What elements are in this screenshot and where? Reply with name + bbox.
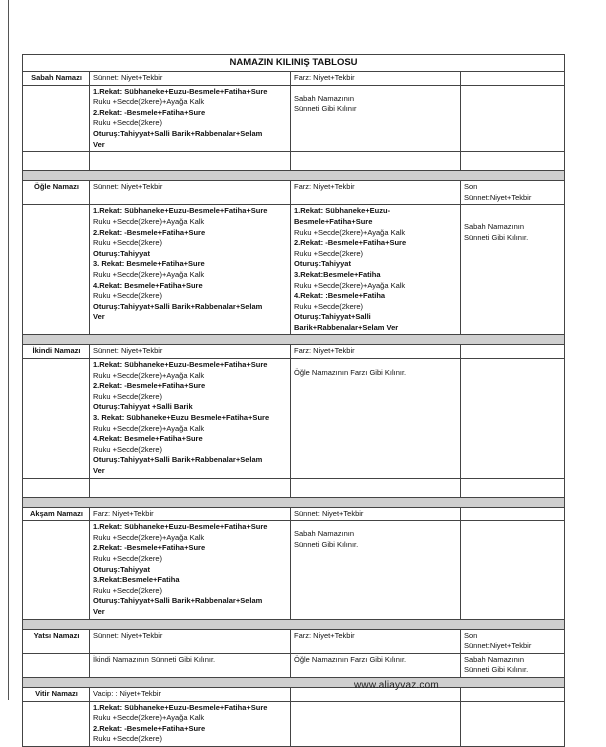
step-line: Ver (93, 139, 105, 149)
ogle-sunnet-steps (90, 205, 291, 335)
step-line: Ver (93, 466, 105, 475)
empty-cell (291, 701, 461, 746)
step-line: Barik+Rabbenalar+Selam Ver (294, 322, 399, 332)
note-line: Öğle Namazının Farzı Gibi Kılınır. (294, 368, 407, 378)
vitir-vacip-header: Vacip: : Niyet+Tekbir (90, 687, 291, 701)
yatsi-son-sunnet-note (461, 653, 565, 677)
step-line: Ruku +Secde(2kere)+Ayağa Kalk (93, 269, 205, 279)
title-row (23, 55, 565, 72)
step-line: 2.Rekat: -Besmele+Fatiha+Sure (294, 238, 407, 248)
table-row (23, 507, 565, 521)
table-row (23, 653, 565, 677)
step-line: Oturuş:Tahiyyat+Salli Barik+Rabbenalar+Selam (93, 596, 263, 606)
table-row (23, 629, 565, 653)
empty-cell (23, 85, 90, 152)
sabah-farz-header: Farz: Niyet+Tekbir (291, 72, 461, 86)
step-line: Ruku +Secde(2kere)+Ayağa Kalk (93, 97, 205, 107)
table-row (23, 701, 565, 746)
prayer-name-aksam: Akşam Namazı (23, 507, 90, 521)
ogle-farz-steps (291, 205, 461, 335)
step-line: Ruku +Secde(2kere) (93, 444, 162, 454)
step-line: Ruku +Secde(2kere)+Ayağa Kalk (93, 423, 205, 433)
sabah-sunnet-header: Sünnet: Niyet+Tekbir (90, 72, 291, 86)
step-line: Ruku +Secde(2kere) (93, 118, 162, 128)
ogle-son-sunnet-header (461, 181, 565, 205)
ogle-farz-header: Farz: Niyet+Tekbir (291, 181, 461, 205)
table-row (23, 521, 565, 619)
ikindi-sunnet-steps (90, 359, 291, 479)
note-line: Sünneti Gibi Kılınır. (294, 539, 359, 549)
empty-cell (461, 687, 565, 701)
sabah-farz-note (291, 85, 461, 152)
separator-row (23, 619, 565, 629)
step-line: 2.Rekat: -Besmele+Fatiha+Sure (93, 543, 206, 553)
step-line: 1.Rekat: Sübhaneke+Euzu- (294, 206, 391, 216)
step-line: Oturuş:Tahiyyat (294, 259, 351, 269)
note-line: Sabah Namazının (464, 654, 525, 664)
step-line: Oturuş:Tahiyyat+Salli Barik+Rabbenalar+Selam (93, 455, 263, 465)
prayer-name-sabah: Sabah Namazı (23, 72, 90, 86)
step-line: Ruku +Secde(2kere) (294, 248, 363, 258)
step-line: 2.Rekat: -Besmele+Fatiha+Sure (93, 227, 206, 237)
step-line: Ruku +Secde(2kere)+Ayağa Kalk (93, 713, 205, 723)
step-line: 4.Rekat: Besmele+Fatiha+Sure (93, 280, 203, 290)
note-line: Sabah Namazının (464, 222, 525, 232)
vitir-vacip-steps (90, 701, 291, 746)
table-row (23, 345, 565, 359)
step-line: Besmele+Fatiha+Sure (294, 216, 373, 226)
empty-cell (461, 72, 565, 86)
table-row (23, 181, 565, 205)
step-line: Ruku +Secde(2kere) (294, 301, 363, 311)
table-row (23, 205, 565, 335)
aksam-farz-header: Farz: Niyet+Tekbir (90, 507, 291, 521)
step-line: 2.Rekat: -Besmele+Fatiha+Sure (93, 723, 206, 733)
aksam-sunnet-note (291, 521, 461, 619)
yatsi-son-sunnet-header (461, 629, 565, 653)
note-line: Sünneti Gibi Kılınır. (464, 665, 529, 675)
blank-row (23, 152, 565, 171)
separator-row (23, 171, 565, 181)
table-row (23, 85, 565, 152)
aksam-sunnet-header: Sünnet: Niyet+Tekbir (291, 507, 461, 521)
step-line: Ruku +Secde(2kere) (93, 585, 162, 595)
header-line: Son (464, 630, 478, 640)
step-line: 4.Rekat: :Besmele+Fatiha (294, 291, 386, 301)
ikindi-farz-header: Farz: Niyet+Tekbir (291, 345, 461, 359)
step-line: 2.Rekat: -Besmele+Fatiha+Sure (93, 107, 206, 117)
empty-cell (461, 507, 565, 521)
step-line: Ruku +Secde(2kere)+Ayağa Kalk (93, 370, 205, 380)
prayer-name-yatsi: Yatsı Namazı (23, 629, 90, 653)
step-line: Ruku +Secde(2kere)+Ayağa Kalk (93, 216, 205, 226)
step-line: Ruku +Secde(2kere)+Ayağa Kalk (294, 227, 406, 237)
step-line: Ruku +Secde(2kere) (93, 734, 162, 744)
empty-cell (461, 359, 565, 479)
step-line: 1.Rekat: Sübhaneke+Euzu-Besmele+Fatiha+Sure (93, 206, 268, 216)
empty-cell (461, 85, 565, 152)
table-row (23, 72, 565, 86)
separator-row (23, 497, 565, 507)
header-line: Sünnet:Niyet+Tekbir (464, 192, 532, 202)
step-line: Ruku +Secde(2kere)+Ayağa Kalk (93, 532, 205, 542)
separator-row (23, 335, 565, 345)
empty-cell (23, 205, 90, 335)
step-line: Ver (93, 312, 105, 322)
step-line: Ruku +Secde(2kere) (93, 238, 162, 248)
step-line: Oturuş:Tahiyyat (93, 248, 150, 258)
prayer-name-ikindi: İkindi Namazı (23, 345, 90, 359)
empty-cell (461, 521, 565, 619)
page-left-border (8, 0, 9, 700)
note-line: Sünneti Gibi Kılınır (294, 104, 357, 114)
prayer-table (22, 54, 565, 747)
ikindi-farz-note (291, 359, 461, 479)
step-line: Ver (93, 606, 105, 616)
step-line: Ruku +Secde(2kere)+Ayağa Kalk (294, 280, 406, 290)
yatsi-farz-note: Öğle Namazının Farzı Gibi Kılınır. (291, 653, 461, 677)
step-line: 1.Rekat: Sübhaneke+Euzu-Besmele+Fatiha+Sure (93, 522, 268, 532)
ikindi-sunnet-header: Sünnet: Niyet+Tekbir (90, 345, 291, 359)
separator-row (23, 677, 565, 687)
empty-cell (23, 653, 90, 677)
step-line: Ruku +Secde(2kere) (93, 391, 162, 401)
header-line: Son (464, 182, 478, 192)
step-line: 1.Rekat: Sübhaneke+Euzu-Besmele+Fatiha+Sure (93, 360, 268, 370)
step-line: Ruku +Secde(2kere) (93, 553, 162, 563)
empty-cell (461, 701, 565, 746)
header-line: Sünnet:Niyet+Tekbir (464, 641, 532, 651)
step-line: 2.Rekat: -Besmele+Fatiha+Sure (93, 381, 206, 391)
empty-cell (23, 359, 90, 479)
step-line: Oturuş:Tahiyyat+Salli Barik+Rabbenalar+Selam (93, 301, 263, 311)
table-title: NAMAZIN KILINIŞ TABLOSU (23, 55, 565, 72)
prayer-name-vitir: Vitir Namazı (23, 687, 90, 701)
yatsi-sunnet-note: İkindi Namazının Sünneti Gibi Kılınır. (90, 653, 291, 677)
step-line: Oturuş:Tahiyyat (93, 564, 150, 574)
empty-cell (461, 345, 565, 359)
step-line: 3. Rekat: Besmele+Fatiha+Sure (93, 259, 205, 269)
website-watermark: www.aliayvaz.com (354, 680, 439, 691)
yatsi-sunnet-header: Sünnet: Niyet+Tekbir (90, 629, 291, 653)
empty-cell (23, 521, 90, 619)
note-line: Sabah Namazının (294, 529, 355, 539)
sabah-sunnet-steps (90, 85, 291, 152)
step-line: Oturuş:Tahiyyat+Salli Barik+Rabbenalar+Selam (93, 128, 263, 138)
step-line: 1.Rekat: Sübhaneke+Euzu-Besmele+Fatiha+Sure (93, 86, 268, 96)
step-line: 3. Rekat: Sübhaneke+Euzu Besmele+Fatiha+Sure (93, 413, 270, 423)
step-line: Oturuş:Tahiyyat +Salli Barik (93, 402, 193, 412)
step-line: Ruku +Secde(2kere) (93, 291, 162, 301)
step-line: 3.Rekat:Besmele+Fatiha (294, 269, 381, 279)
empty-cell (23, 701, 90, 746)
note-line: Sabah Namazının (294, 93, 355, 103)
step-line: 4.Rekat: Besmele+Fatiha+Sure (93, 434, 203, 444)
prayer-name-ogle: Öğle Namazı (23, 181, 90, 205)
table-row (23, 359, 565, 479)
step-line: 1.Rekat: Sübhaneke+Euzu-Besmele+Fatiha+Sure (93, 702, 268, 712)
blank-row (23, 478, 565, 497)
table-row (23, 687, 565, 701)
aksam-farz-steps (90, 521, 291, 619)
step-line: Oturuş:Tahiyyat+Salli (294, 312, 371, 322)
yatsi-farz-header: Farz: Niyet+Tekbir (291, 629, 461, 653)
ogle-sunnet-header: Sünnet: Niyet+Tekbir (90, 181, 291, 205)
ogle-son-sunnet-note (461, 205, 565, 335)
step-line: 3.Rekat:Besmele+Fatiha (93, 575, 180, 585)
note-line: Sünneti Gibi Kılınır. (464, 232, 529, 242)
